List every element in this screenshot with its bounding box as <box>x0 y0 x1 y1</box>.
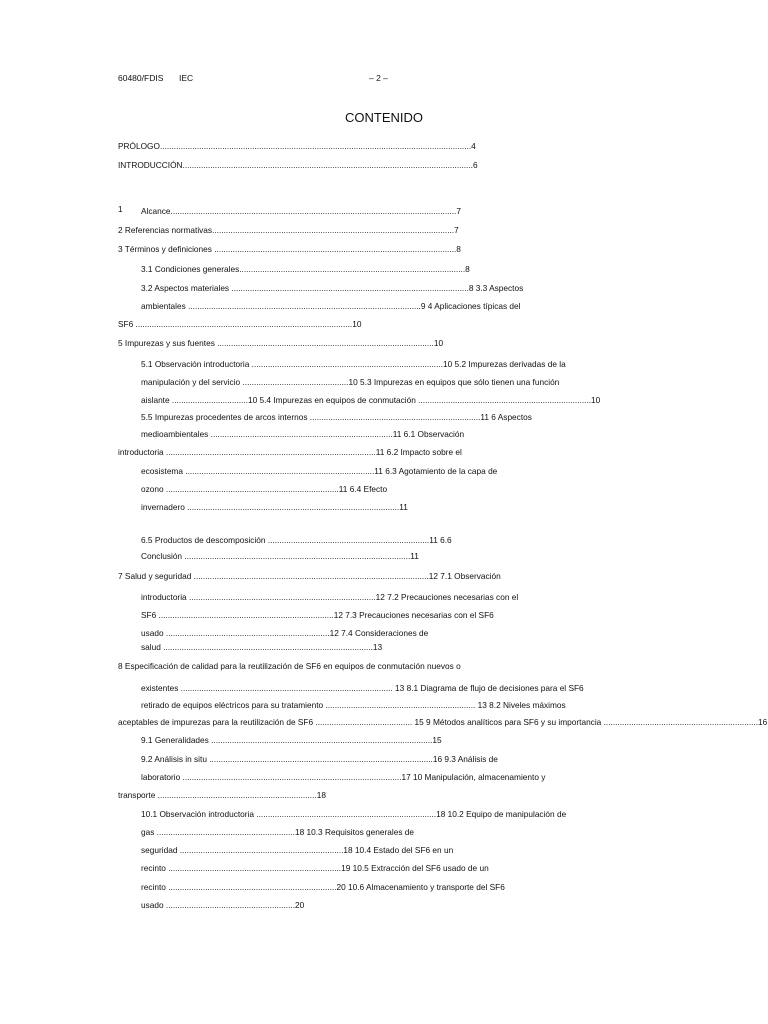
toc-entry: 3.2 Aspectos materiales .......................................................................................................8 3.3 Aspectos <box>141 283 524 293</box>
toc-entry: 7 Salud y seguridad ......................................................................................................12 7.1 Observación <box>118 571 501 581</box>
toc-entry: Conclusión ..................................................................................................11 <box>141 551 419 561</box>
toc-entry: 3 Términos y definiciones .........................................................................................................8 <box>118 244 461 254</box>
toc-entry: ecosistema ..................................................................................11 6.3 Agotamiento de la capa de <box>141 466 498 476</box>
page-number: – 2 – <box>369 73 388 83</box>
toc-entry: usado ........................................................20 <box>141 900 305 910</box>
toc-entry: 5.5 Impurezas procedentes de arcos internos ..........................................................................11 6 Aspectos <box>141 412 532 422</box>
toc-entry: manipulación y del servicio ..............................................10 5.3 Impurezas en equipos que sólo tienen una función <box>141 377 560 387</box>
toc-entry: 6.5 Productos de descomposición ......................................................................11 6.6 <box>141 535 452 545</box>
page-title: CONTENIDO <box>345 110 423 125</box>
toc-entry: SF6 ............................................................................12 7.3 Precauciones necesarias con el SF6 <box>141 610 494 620</box>
toc-entry: gas ............................................................18 10.3 Requisitos generales de <box>141 827 414 837</box>
toc-entry: salud ...........................................................................................13 <box>141 642 383 652</box>
toc-entry: introductoria .................................................................................12 7.2 Precauciones necesarias con el <box>141 592 519 602</box>
toc-entry: 9.2 Análisis in situ .................................................................................................16 9.3 Análisis de <box>141 754 498 764</box>
toc-entry: 8 Especificación de calidad para la reutilización de SF6 en equipos de conmutación nuevos o <box>118 661 461 671</box>
toc-entry: 3.1 Condiciones generales..................................................................................................8 <box>141 264 470 274</box>
toc-entry: 2 Referencias normativas.........................................................................................................7 <box>118 225 459 235</box>
toc-entry: aceptables de impurezas para la reutilización de SF6 .......................................... 15 9 Métodos analíticos para SF6 y su importancia ...................................................................16 <box>118 717 768 727</box>
document-code: 60480/FDIS <box>118 73 164 83</box>
organization-label: IEC <box>179 73 194 83</box>
toc-entry: aislante .................................10 5.4 Impurezas en equipos de conmutación ...........................................................................10 <box>141 395 601 405</box>
toc-entry: Alcance............................................................................................................................7 <box>141 206 461 216</box>
toc-entry: laboratorio ...............................................................................................17 10 Manipulación, almacenamiento y <box>141 772 546 782</box>
toc-entry: INTRODUCCIÓN..............................................................................................................................6 <box>118 160 478 170</box>
toc-entry: 9.1 Generalidades ................................................................................................15 <box>141 735 442 745</box>
toc-entry: usado .......................................................................12 7.4 Consideraciones de <box>141 628 429 638</box>
toc-entry-number: 1 <box>118 204 123 214</box>
toc-entry: transporte .....................................................................18 <box>118 790 326 800</box>
toc-entry: retirado de equipos eléctricos para su tratamiento ................................................................. 13 8.2 Niveles máximos <box>141 700 566 710</box>
toc-entry: ambientales .....................................................................................................9 4 Aplicaciones típicas del <box>141 301 521 311</box>
toc-entry: 10.1 Observación introductoria ..............................................................................18 10.2 Equipo de manipulación de <box>141 809 567 819</box>
toc-entry: ozono ...........................................................................11 6.4 Efecto <box>141 484 388 494</box>
toc-entry: PRÓLOGO.......................................................................................................................................4 <box>118 141 476 151</box>
toc-entry: existentes ............................................................................................ 13 8.1 Diagrama de flujo de decisiones para el SF6 <box>141 683 584 693</box>
toc-entry: introductoria ...........................................................................................11 6.2 Impacto sobre el <box>118 447 462 457</box>
toc-entry: recinto .........................................................................20 10.6 Almacenamiento y transporte del SF6 <box>141 882 505 892</box>
toc-entry: 5.1 Observación introductoria ...................................................................................10 5.2 Impurezas derivadas de la <box>141 359 566 369</box>
toc-entry: invernadero ............................................................................................11 <box>141 502 408 512</box>
toc-entry: seguridad .......................................................................18 10.4 Estado del SF6 en un <box>141 845 454 855</box>
toc-entry: recinto ...........................................................................19 10.5 Extracción del SF6 usado de un <box>141 863 489 873</box>
toc-entry: SF6 ..............................................................................................10 <box>118 319 362 329</box>
toc-entry: medioambientales ...............................................................................11 6.1 Observación <box>141 429 465 439</box>
toc-entry: 5 Impurezas y sus fuentes ..............................................................................................10 <box>118 338 444 348</box>
